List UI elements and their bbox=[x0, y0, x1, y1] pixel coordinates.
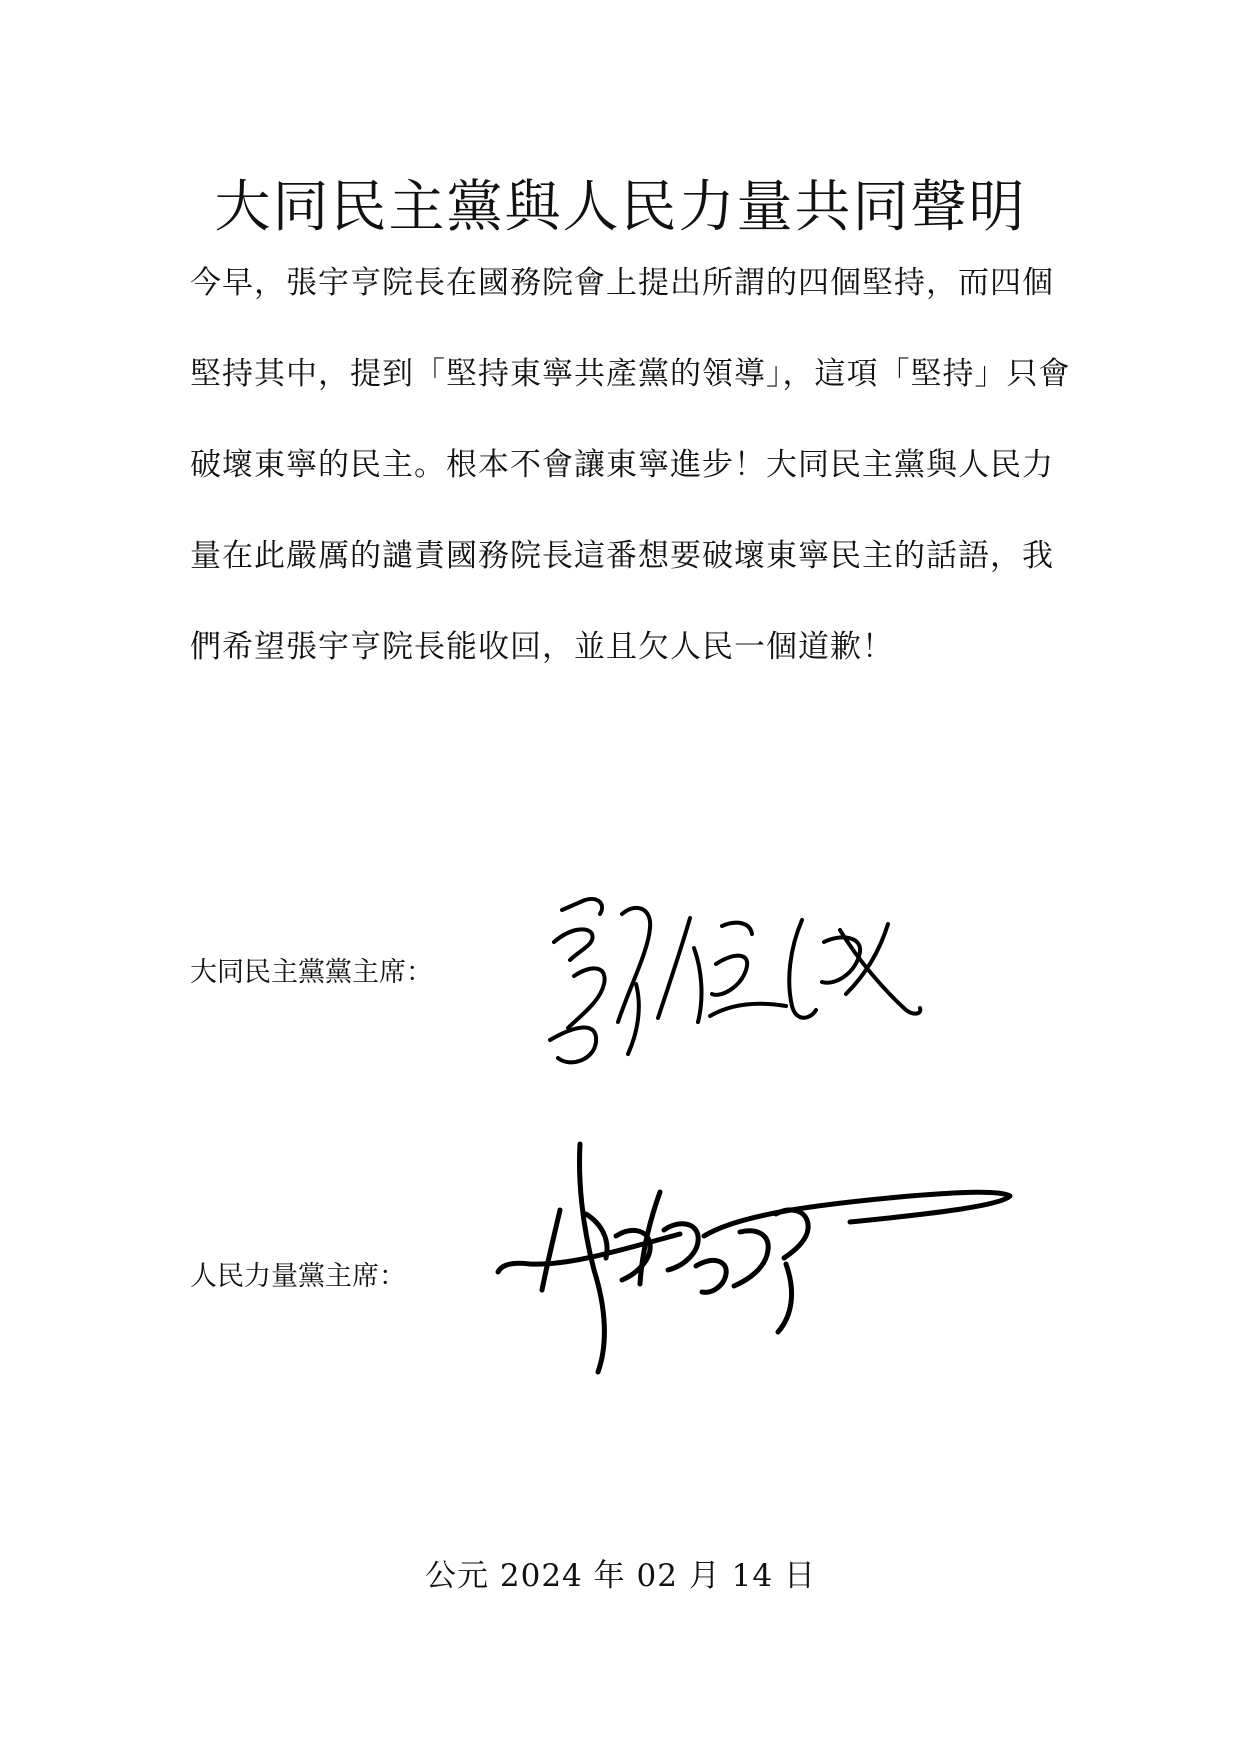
statement-line: 今早，張宇亨院長在國務院會上提出所謂的四個堅持，而四個 bbox=[190, 265, 1054, 301]
signatory-label-datong: 大同民主黨黨主席： bbox=[190, 957, 433, 988]
statement-line: 破壞東寧的民主。根本不會讓東寧進步！大同民主黨與人民力 bbox=[190, 447, 1054, 483]
statement-line: 堅持其中，提到「堅持東寧共產黨的領導」，這項「堅持」只會 bbox=[190, 356, 1071, 392]
handwritten-signature-peoples-power bbox=[490, 1140, 1030, 1380]
handwritten-signature-datong bbox=[540, 890, 940, 1080]
document-title: 大同民主黨與人民力量共同聲明 bbox=[214, 175, 1027, 240]
statement-line: 量在此嚴厲的譴責國務院長這番想要破壞東寧民主的話語，我 bbox=[190, 538, 1054, 574]
signatory-label-peoples-power: 人民力量黨主席： bbox=[190, 1261, 406, 1292]
statement-line: 們希望張宇亨院長能收回，並且欠人民一個道歉！ bbox=[190, 629, 894, 665]
statement-body bbox=[190, 265, 1071, 723]
document-date: 公元 2024 年 02 月 14 日 bbox=[425, 1558, 816, 1594]
